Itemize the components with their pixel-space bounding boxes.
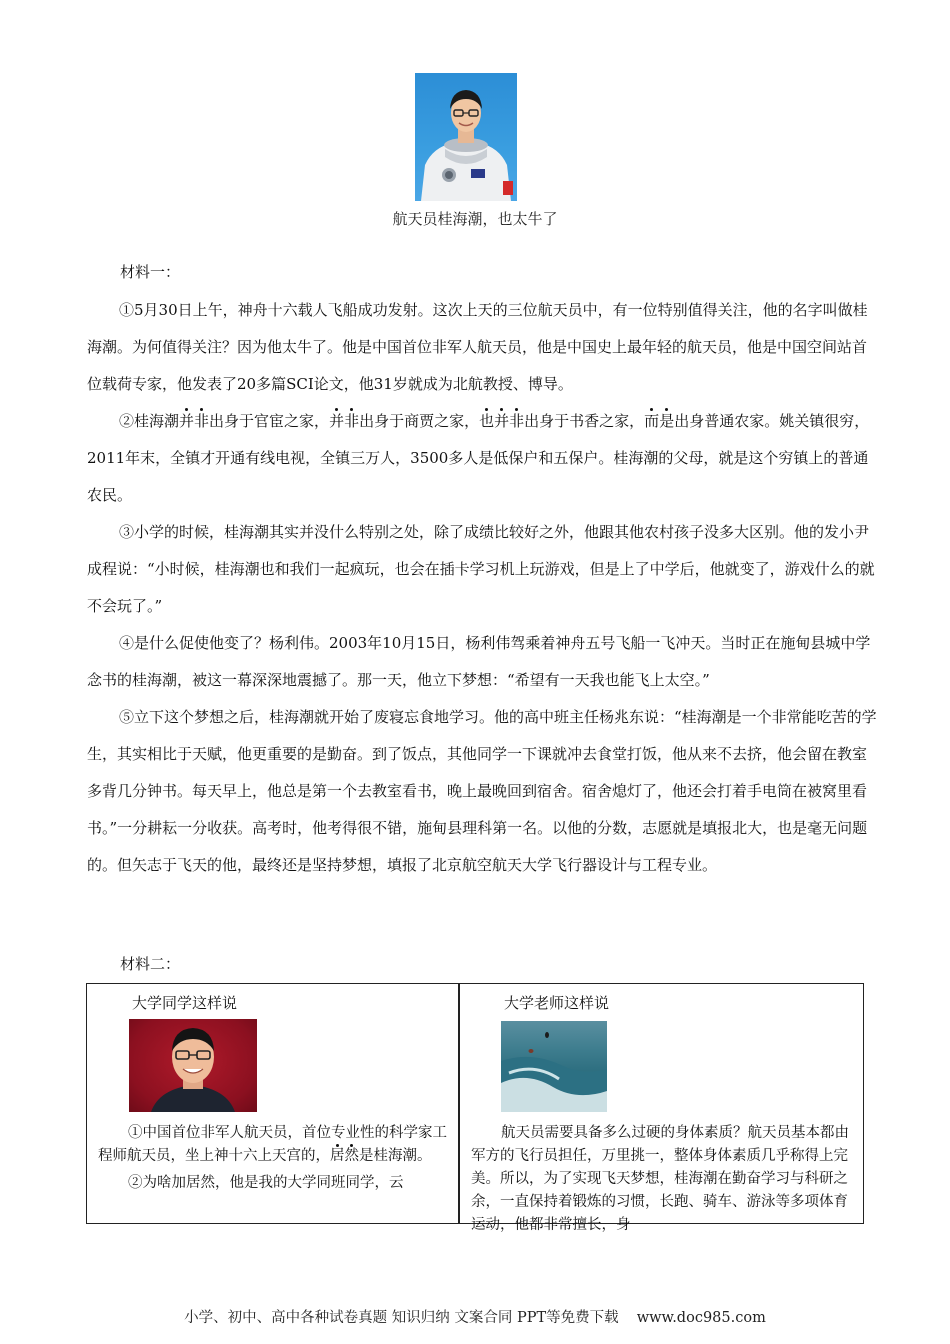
emphasis-word-2 bbox=[329, 412, 359, 430]
paragraph-2-text: 出身于书香之家， bbox=[524, 412, 645, 430]
paragraph-3: ③小学的时候，桂海潮其实并没什么特别之处，除了成绩比较好之外，他跟其他农村孩子没多大区别。他的发小尹成程说：“小时候，桂海潮也和我们一起疯玩，也会在插卡学习机上玩游戏，但是上了中学后，他就变了，游戏什么的就不会玩了。” bbox=[87, 523, 875, 615]
comparison-table bbox=[86, 983, 864, 1233]
emphasis-word-1 bbox=[179, 412, 209, 430]
emphasis-char: 也 bbox=[479, 412, 495, 430]
page-footer bbox=[0, 1306, 950, 1327]
paragraph-2-text: 出身普通农家。姚关镇很穷，2011年末，全镇才开通有线电视，全镇三万人，3500多人是低保户和五保户。桂海潮的父母，就是这个穷镇上的普通农民。 bbox=[87, 412, 870, 504]
classmate-paragraph-1 bbox=[98, 1122, 450, 1168]
material-one-label: 材料一： bbox=[120, 263, 181, 281]
teacher-column-text bbox=[471, 1122, 855, 1237]
surf-training-photo bbox=[501, 1021, 607, 1112]
classmate-paragraph-1-text: ①中国首位非军人航天员，首位专业性的科学家工程师航天员，坐上神十六上天宫的， bbox=[98, 1125, 447, 1164]
footer-url[interactable]: www.doc985.com bbox=[636, 1310, 766, 1326]
material-one-body bbox=[87, 292, 877, 884]
paragraph-2 bbox=[87, 403, 877, 514]
emphasis-char: 非 bbox=[194, 412, 210, 430]
emphasis-char: 是 bbox=[659, 412, 675, 430]
emphasis-char: 并 bbox=[494, 412, 510, 430]
photo-caption: 航天员桂海潮，也太牛了 bbox=[392, 210, 558, 228]
material-two-label: 材料二： bbox=[120, 955, 181, 973]
footer-text: 小学、初中、高中各种试卷真题 知识归纳 文案合同 PPT等免费下载 bbox=[184, 1310, 619, 1326]
paragraph-1: ①5月30日上午，神舟十六载人飞船成功发射。这次上天的三位航天员中，有一位特别值得关注，他的名字叫做桂海潮。为何值得关注？因为他太牛了。他是中国首位非军人航天员，他是中国史上最年轻的航天员，他是中国空间站首位载荷专家，他发表了20多篇SCI论文，他31岁就成为北航教授、博导。 bbox=[87, 301, 868, 393]
emphasis-char: 并 bbox=[329, 412, 345, 430]
classmate-paragraph-1-text: 是桂海潮。 bbox=[359, 1148, 432, 1164]
emphasis-char: 非 bbox=[344, 412, 360, 430]
emphasis-char: 非 bbox=[509, 412, 525, 430]
emphasis-word-4 bbox=[644, 412, 674, 430]
classmate-column-text bbox=[98, 1122, 450, 1195]
paragraph-2-text: 出身于商贾之家， bbox=[359, 412, 480, 430]
paragraph-4: ④是什么促使他变了？杨利伟。2003年10月15日，杨利伟驾乘着神舟五号飞船一飞冲天。当时正在施甸县城中学念书的桂海潮，被这一幕深深地震撼了。那一天，他立下梦想：“希望有一天我也能飞上太空。” bbox=[87, 634, 871, 689]
emphasis-word-5 bbox=[330, 1148, 359, 1164]
teacher-column bbox=[460, 984, 864, 1233]
classmate-column-title: 大学同学这样说 bbox=[132, 994, 238, 1012]
emphasis-char: 并 bbox=[179, 412, 195, 430]
classmate-paragraph-2: ②为啥加居然，他是我的大学同班同学，云 bbox=[128, 1175, 404, 1191]
classmate-interview-photo bbox=[129, 1019, 257, 1112]
paragraph-2-text: 出身于官宦之家， bbox=[209, 412, 330, 430]
emphasis-char: 然 bbox=[344, 1148, 359, 1164]
paragraph-2-text: ②桂海潮 bbox=[119, 412, 180, 430]
emphasis-char: 而 bbox=[644, 412, 660, 430]
paragraph-5: ⑤立下这个梦想之后，桂海潮就开始了废寝忘食地学习。他的高中班主任杨兆东说：“桂海潮是一个非常能吃苦的学生，其实相比于天赋，他更重要的是勤奋。到了饭点，其他同学一下课就冲去食堂打饭，他从来不去挤，他会留在教室多背几分钟书。每天早上，他总是第一个去教室看书，晚上最晚回到宿舍。宿舍熄灯了，他还会打着手电筒在被窝里看书。”一分耕耘一分收获。高考时，他考得很不错，施甸县理科第一名。以他的分数，志愿就是填报北大，也是毫无问题的。但矢志于飞天的他，最终还是坚持梦想，填报了北京航空航天大学飞行器设计与工程专业。 bbox=[87, 708, 877, 874]
classmate-column bbox=[87, 984, 458, 1223]
teacher-paragraph-1: 航天员需要具备多么过硬的身体素质？航天员基本都由军方的飞行员担任，万里挑一，整体身体素质几乎称得上完美。所以，为了实现飞天梦想，桂海潮在勤奋学习与科研之余，一直保持着锻炼的习惯，长跑、骑车、游泳等多项体育运动，他都非常擅长，身 bbox=[471, 1125, 849, 1233]
emphasis-char: 居 bbox=[330, 1148, 345, 1164]
emphasis-word-3 bbox=[479, 412, 524, 430]
astronaut-portrait-photo bbox=[415, 73, 517, 201]
teacher-column-title: 大学老师这样说 bbox=[504, 994, 610, 1012]
